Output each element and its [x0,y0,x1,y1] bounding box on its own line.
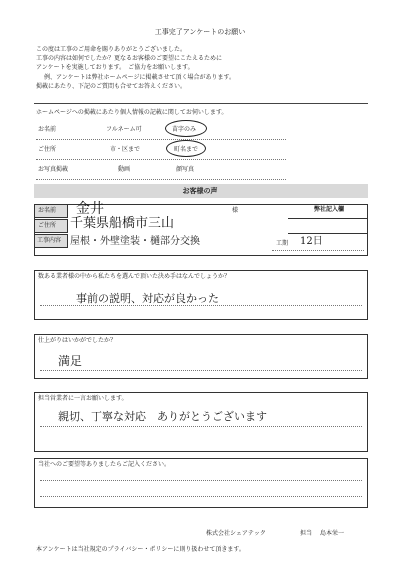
selection-circle [166,140,206,157]
address-label: ご住所 [38,222,57,229]
consent-heading: ホームページへの掲載にあたり個人情報の記載に関してお伺いします。 [36,109,228,116]
answer-line [40,370,362,371]
answer-line [40,496,362,497]
option-town[interactable]: 町名まで [174,146,199,153]
row-line [36,159,286,160]
stamp-label: 弊社記入欄 [314,206,345,213]
row-line [36,179,286,180]
question-1: 数ある業者様の中から私たちを選んで頂いた決め手はなんでしょうか？ [38,273,231,280]
answer-2: 満足 [58,354,83,368]
question-2: 仕上がりはいかがでしたか？ [38,337,117,344]
privacy-footer: 本アンケートは当社規定のプライバシー・ポリシーに則り扱わせて頂きます。 [36,546,245,553]
answer-line [40,305,362,306]
row-line [36,139,286,140]
staff-name: 島本栄一 [320,530,345,537]
question-3: 担当営業者に一言お願いします。 [38,395,128,402]
option-fullname[interactable]: フルネーム可 [106,126,142,133]
work-label: 工事内容 [37,237,62,244]
intro-line-1: この度は工事のご用命を賜りありがとうございました。 [36,46,187,53]
consent-label-address: ご住所 [38,146,57,153]
selection-circle [165,120,207,137]
work-value: 屋根・外壁塗装・樋部分交換 [70,236,200,247]
intro-line-4: 例、アンケートは弊社ホームページに掲載させて頂く場合があります。 [44,74,236,81]
answer-1: 事前の説明、対応が良かった [76,292,219,305]
voice-banner-title: お客様の声 [182,187,218,195]
name-value: 金井 [76,201,104,217]
period-value: 12日 [300,236,323,247]
staff-label: 担当 [300,530,313,537]
question-4: 当社へのご要望等ありましたらご記入ください。 [38,461,171,468]
answer-line [40,480,362,481]
consent-label-name: お名前 [38,126,57,133]
intro-line-5: 掲載にあたり、下記のご質問も合せてお答えください。 [36,83,187,90]
form-title: 工事完了アンケートのお願い [154,28,246,36]
stamp-area [288,218,368,234]
address-value: 千葉県船橋市三山 [70,216,175,231]
answer-line [40,426,362,427]
option-video[interactable]: 動画 [118,166,131,173]
honorific: 様 [232,207,239,214]
option-surname-only[interactable]: 苗字のみ [172,126,197,133]
period-line [272,250,364,251]
intro-divider [34,103,368,104]
name-label: お名前 [38,207,57,214]
option-face-photo[interactable]: 顔写真 [176,166,195,173]
period-label: 工期 [276,240,289,247]
company-name: 株式会社シェアテック [206,530,266,537]
intro-line-3: アンケートを実施しております。 ご協力をお願いします。 [36,64,194,71]
consent-label-photo: お写真掲載 [38,166,69,173]
option-city-ward[interactable]: 市・区まで [110,146,141,153]
intro-line-2: 工事の内容は如何でしたか？更なるお客様のご要望にこたえるために [36,55,223,62]
answer-3: 親切、丁寧な対応 ありがとうございます [58,410,267,423]
